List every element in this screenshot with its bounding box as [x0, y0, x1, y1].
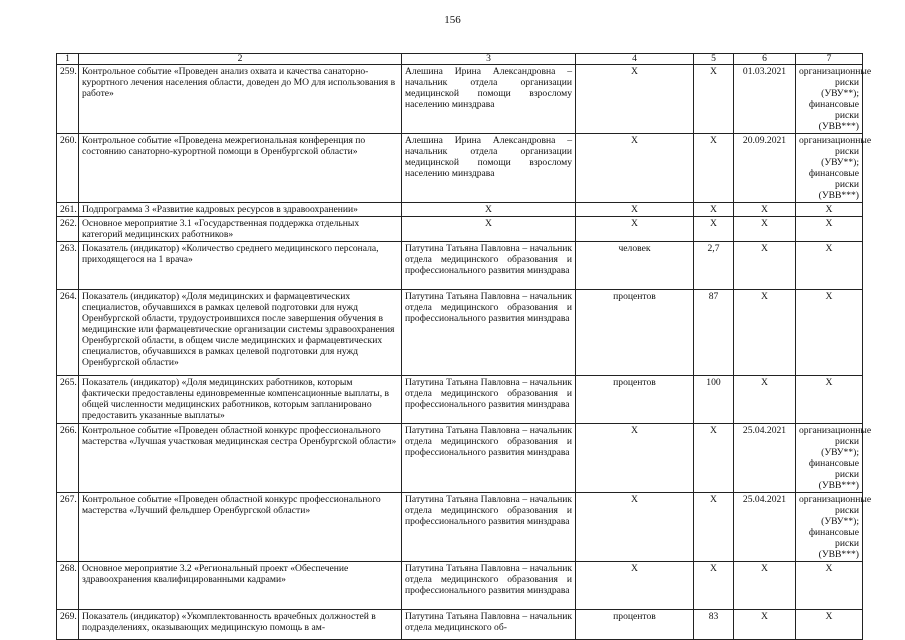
column-header: 2: [79, 54, 402, 65]
table-row: [57, 65, 863, 134]
responsible-person: Патутина Татьяна Павловна – начальник отдела медицинского образования и профессионального развития минздрава: [402, 376, 576, 424]
responsible-person: Патутина Татьяна Павловна – начальник отдела медицинского образования и профессионального развития минздрава: [402, 493, 576, 562]
responsible-person: Х: [402, 217, 576, 242]
responsible-person: Патутина Татьяна Павловна – начальник отдела медицинского образования и профессионального развития минздрава: [402, 242, 576, 290]
row-number: 260.: [57, 134, 79, 203]
plan-table: [56, 53, 872, 640]
risks-cell: Х: [796, 290, 863, 376]
row-number: 267.: [57, 493, 79, 562]
table-row: [57, 493, 863, 562]
column-header: 4: [576, 54, 694, 65]
risks-cell: Х: [796, 203, 863, 217]
unit-of-measure: Х: [576, 203, 694, 217]
event-description: Показатель (индикатор) «Доля медицинских и фармацевтических специалистов, обучавшихся в рамках целевой подготовки для нужд Оренбургской области, трудоустроившихся после завершения обучения в медицинские или фармацевтические организации системы здравоохранения Оренбургской области, в общем числе медицинских и фармацевтических специалистов, обучавшихся в рамках целевой подготовки для нужд Оренбургской области»: [79, 290, 402, 376]
row-number: 263.: [57, 242, 79, 290]
event-description: Контрольное событие «Проведен анализ охвата и качества санаторно-курортного лечения населения области, доведен до МО для использования в работе»: [79, 65, 402, 134]
table-row: [57, 217, 863, 242]
responsible-person: Х: [402, 203, 576, 217]
unit-of-measure: процентов: [576, 290, 694, 376]
unit-of-measure: человек: [576, 242, 694, 290]
page-number: 156: [444, 14, 461, 26]
risks-cell: организационные риски (УВУ**); финансовые риски (УВВ***): [796, 65, 863, 134]
unit-of-measure: Х: [576, 424, 694, 493]
column-header: 6: [734, 54, 796, 65]
event-description: Основное мероприятие 3.2 «Региональный проект «Обеспечение здравоохранения квалифицированными кадрами»: [79, 562, 402, 610]
indicator-value: Х: [694, 424, 734, 493]
indicator-value: 83: [694, 610, 734, 640]
indicator-value: Х: [694, 203, 734, 217]
due-date: Х: [734, 290, 796, 376]
row-number: 269.: [57, 610, 79, 640]
indicator-value: 2,7: [694, 242, 734, 290]
indicator-value: Х: [694, 217, 734, 242]
event-description: Показатель (индикатор) «Доля медицинских работников, которым фактически предоставлены единовременные компенсационные выплаты, в общей численности медицинских работников, которым запланировано предоставить указанные выплаты»: [79, 376, 402, 424]
due-date: Х: [734, 376, 796, 424]
due-date: 25.04.2021: [734, 493, 796, 562]
column-header: 1: [57, 54, 79, 65]
risks-cell: Х: [796, 376, 863, 424]
row-number: 265.: [57, 376, 79, 424]
row-number: 262.: [57, 217, 79, 242]
due-date: 01.03.2021: [734, 65, 796, 134]
unit-of-measure: Х: [576, 562, 694, 610]
table-row: [57, 134, 863, 203]
indicator-value: Х: [694, 65, 734, 134]
row-number: 261.: [57, 203, 79, 217]
unit-of-measure: процентов: [576, 376, 694, 424]
responsible-person: Патутина Татьяна Павловна – начальник отдела медицинского образования и профессионального развития минздрава: [402, 290, 576, 376]
table-row: [57, 203, 863, 217]
column-numbers-row: [57, 54, 863, 65]
due-date: Х: [734, 242, 796, 290]
responsible-person: Патутина Татьяна Павловна – начальник отдела медицинского об-: [402, 610, 576, 640]
event-description: Показатель (индикатор) «Количество среднего медицинского персонала, приходящегося на 1 врача»: [79, 242, 402, 290]
event-description: Показатель (индикатор) «Укомплектованность врачебных должностей в подразделениях, оказывающих медицинскую помощь в ам-: [79, 610, 402, 640]
unit-of-measure: Х: [576, 65, 694, 134]
row-number: 268.: [57, 562, 79, 610]
table-row: [57, 242, 863, 290]
event-description: Контрольное событие «Проведена межрегиональная конференция по состоянию санаторно-курортной помощи в Оренбургской области»: [79, 134, 402, 203]
indicator-value: Х: [694, 562, 734, 610]
unit-of-measure: Х: [576, 134, 694, 203]
column-header: 7: [796, 54, 863, 65]
responsible-person: Алешина Ирина Александровна – начальник отдела организации медицинской помощи взрослому населению минздрава: [402, 65, 576, 134]
risks-cell: Х: [796, 242, 863, 290]
risks-cell: Х: [796, 610, 863, 640]
row-number: 259.: [57, 65, 79, 134]
table-row: [57, 376, 863, 424]
event-description: Контрольное событие «Проведен областной конкурс профессионального мастерства «Лучший фельдшер Оренбургской области»: [79, 493, 402, 562]
table-row: [57, 562, 863, 610]
risks-cell: Х: [796, 562, 863, 610]
event-description: Контрольное событие «Проведен областной конкурс профессионального мастерства «Лучшая участковая медицинская сестра Оренбургской области»: [79, 424, 402, 493]
risks-cell: организационные риски (УВУ**); финансовые риски (УВВ***): [796, 493, 863, 562]
risks-cell: организационные риски (УВУ**); финансовые риски (УВВ***): [796, 424, 863, 493]
indicator-value: 100: [694, 376, 734, 424]
risks-cell: Х: [796, 217, 863, 242]
row-number: 264.: [57, 290, 79, 376]
table-row: [57, 424, 863, 493]
column-header: 3: [402, 54, 576, 65]
risks-cell: организационные риски (УВУ**); финансовые риски (УВВ***): [796, 134, 863, 203]
responsible-person: Патутина Татьяна Павловна – начальник отдела медицинского образования и профессионального развития минздрава: [402, 562, 576, 610]
due-date: Х: [734, 562, 796, 610]
indicator-value: Х: [694, 134, 734, 203]
due-date: 25.04.2021: [734, 424, 796, 493]
due-date: Х: [734, 203, 796, 217]
due-date: Х: [734, 610, 796, 640]
table-row: [57, 610, 863, 640]
indicator-value: 87: [694, 290, 734, 376]
unit-of-measure: Х: [576, 217, 694, 242]
unit-of-measure: Х: [576, 493, 694, 562]
responsible-person: Патутина Татьяна Павловна – начальник отдела медицинского образования и профессионального развития минздрава: [402, 424, 576, 493]
due-date: Х: [734, 217, 796, 242]
due-date: 20.09.2021: [734, 134, 796, 203]
event-description: Подпрограмма 3 «Развитие кадровых ресурсов в здравоохранении»: [79, 203, 402, 217]
event-description: Основное мероприятие 3.1 «Государственная поддержка отдельных категорий медицинских работников»: [79, 217, 402, 242]
responsible-person: Алешина Ирина Александровна – начальник отдела организации медицинской помощи взрослому населению минздрава: [402, 134, 576, 203]
table-row: [57, 290, 863, 376]
unit-of-measure: процентов: [576, 610, 694, 640]
indicator-value: Х: [694, 493, 734, 562]
row-number: 266.: [57, 424, 79, 493]
column-header: 5: [694, 54, 734, 65]
